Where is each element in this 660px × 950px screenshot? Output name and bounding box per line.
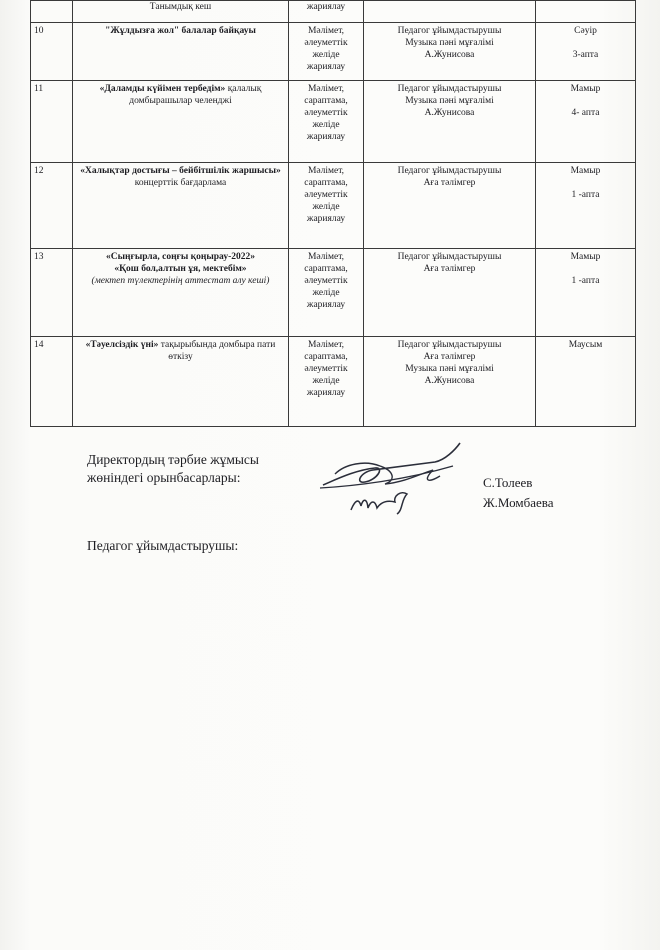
form-cell xyxy=(289,1,364,23)
event-rest: қалалық домбырашылар челенджі xyxy=(129,84,262,106)
date-cell xyxy=(536,1,636,23)
signatory-names xyxy=(483,473,554,513)
event-cell xyxy=(73,1,289,23)
date-cell xyxy=(536,337,636,427)
responsible-cell xyxy=(364,23,536,81)
month-text: Маусым xyxy=(568,340,603,350)
responsible-line: Музыка пәні мұғалімі xyxy=(405,38,494,48)
responsible-line: А.Жунисова xyxy=(424,376,475,386)
form-line: желіде xyxy=(312,120,340,130)
row-number: 12 xyxy=(31,163,73,249)
form-cell xyxy=(289,163,364,249)
event-title: «Сыңғырла, соңғы қоңырау-2022» xyxy=(106,252,255,262)
form-line: әлеуметтік xyxy=(304,108,348,118)
responsible-cell xyxy=(364,249,536,337)
pedagog-label: Педагог ұйымдастырушы: xyxy=(87,538,239,553)
event-cell xyxy=(73,337,289,427)
responsible-line: Педагог ұйымдастырушы xyxy=(397,340,502,350)
date-cell xyxy=(536,81,636,163)
week-text: 3-апта xyxy=(572,50,599,60)
row-number: 14 xyxy=(31,337,73,427)
form-line: Мәлімет, xyxy=(307,252,345,262)
form-text: жариялау xyxy=(306,2,346,12)
responsible-line: А.Жунисова xyxy=(424,108,475,118)
form-line: әлеуметтік xyxy=(304,364,348,374)
form-line: Мәлімет, xyxy=(307,340,345,350)
event-title-2: «Қош бол,алтын ұя, мектебім» xyxy=(114,264,247,274)
signatory-title-line: жөніндегі орынбасарлары: xyxy=(87,470,241,485)
month-text: Мамыр xyxy=(570,84,601,94)
form-line: жариялау xyxy=(306,132,346,142)
form-cell xyxy=(289,23,364,81)
event-cell xyxy=(73,163,289,249)
week-text: 1 -апта xyxy=(571,276,600,286)
responsible-line: А.Жунисова xyxy=(424,50,475,60)
month-text: Сәуір xyxy=(574,26,597,36)
table-row xyxy=(31,337,636,427)
responsible-line: Педагог ұйымдастырушы xyxy=(397,252,502,262)
event-note: (мектеп түлектерінің аттестат алу кеші) xyxy=(91,276,270,286)
event-cell xyxy=(73,249,289,337)
row-number: 10 xyxy=(31,23,73,81)
event-title: «Халықтар достығы – бейбітшілік жаршысы» xyxy=(80,166,281,176)
form-cell xyxy=(289,81,364,163)
month-text: Мамыр xyxy=(570,166,601,176)
responsible-cell xyxy=(364,163,536,249)
responsible-line: Педагог ұйымдастырушы xyxy=(397,166,502,176)
event-cell xyxy=(73,23,289,81)
row-number: 13 xyxy=(31,249,73,337)
form-line: жариялау xyxy=(306,300,346,310)
form-line: жариялау xyxy=(306,388,346,398)
form-line: сараптама, xyxy=(304,352,348,362)
table-row xyxy=(31,163,636,249)
responsible-line: Аға тәлімгер xyxy=(423,264,476,274)
table-row xyxy=(31,23,636,81)
month-text: Мамыр xyxy=(570,252,601,262)
responsible-line: Аға тәлімгер xyxy=(423,352,476,362)
week-text: 1 -апта xyxy=(571,190,600,200)
event-text: Танымдық кеш xyxy=(149,2,212,12)
form-line: әлеуметтік xyxy=(304,38,348,48)
event-rest: концерттік бағдарлама xyxy=(134,178,227,188)
row-number xyxy=(31,1,73,23)
form-line: сараптама, xyxy=(304,178,348,188)
responsible-line: Музыка пәні мұғалімі xyxy=(405,96,494,106)
responsible-line: Педагог ұйымдастырушы xyxy=(397,26,502,36)
form-line: Мәлімет, xyxy=(307,26,345,36)
date-cell xyxy=(536,23,636,81)
form-cell xyxy=(289,249,364,337)
row-number: 11 xyxy=(31,81,73,163)
form-line: жариялау xyxy=(306,214,346,224)
event-title: «Даламды күйімен тербедім» xyxy=(99,84,226,94)
form-line: желіде xyxy=(312,288,340,298)
table-row-partial xyxy=(31,1,636,23)
form-line: сараптама, xyxy=(304,264,348,274)
form-line: желіде xyxy=(312,202,340,212)
table-row xyxy=(31,81,636,163)
form-line: Мәлімет, xyxy=(307,84,345,94)
date-cell xyxy=(536,249,636,337)
form-line: әлеуметтік xyxy=(304,276,348,286)
event-cell xyxy=(73,81,289,163)
responsible-line: Музыка пәні мұғалімі xyxy=(405,364,494,374)
form-line: желіде xyxy=(312,376,340,386)
responsible-cell xyxy=(364,1,536,23)
event-rest: тақырыбында домбыра пати өткізу xyxy=(160,340,276,362)
table-row xyxy=(31,249,636,337)
form-cell xyxy=(289,337,364,427)
handwritten-signature xyxy=(315,440,475,520)
form-line: әлеуметтік xyxy=(304,190,348,200)
date-cell xyxy=(536,163,636,249)
signatory-title-line: Директордың тәрбие жұмысы xyxy=(87,452,259,467)
form-line: сараптама, xyxy=(304,96,348,106)
signatory-name: Ж.Момбаева xyxy=(483,495,554,510)
form-line: желіде xyxy=(312,50,340,60)
form-line: жариялау xyxy=(306,62,346,72)
responsible-line: Аға тәлімгер xyxy=(423,178,476,188)
week-text: 4- апта xyxy=(571,108,600,118)
responsible-cell xyxy=(364,81,536,163)
form-line: Мәлімет, xyxy=(307,166,345,176)
signatory-title xyxy=(87,451,259,487)
event-title: "Жұлдызға жол" балалар байқауы xyxy=(105,26,256,36)
responsible-line: Педагог ұйымдастырушы xyxy=(397,84,502,94)
events-table xyxy=(30,0,636,427)
event-title: «Тәуелсіздік үні» xyxy=(85,340,159,350)
signatory-name: С.Толеев xyxy=(483,475,533,490)
responsible-cell xyxy=(364,337,536,427)
